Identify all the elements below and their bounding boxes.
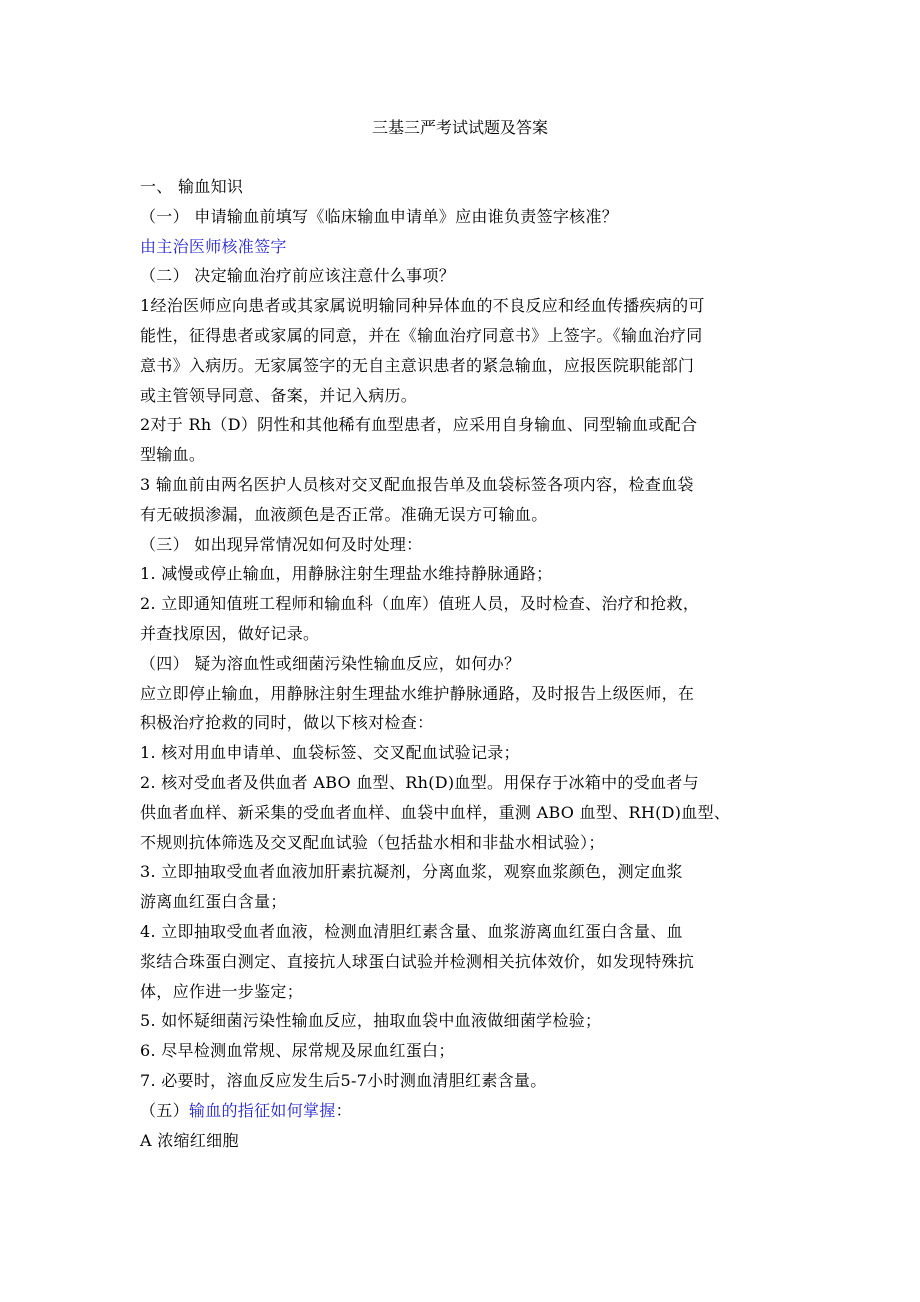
- list-item: 6. 尽早检测血常规、尿常规及尿血红蛋白；: [140, 1041, 455, 1061]
- document-body: [140, 172, 790, 1155]
- list-item: 5. 如怀疑细菌污染性输血反应，抽取血袋中血液做细菌学检验；: [140, 1011, 602, 1031]
- question-1: （一） 申请输血前填写《临床输血申请单》应由谁负责签字核准？: [140, 206, 619, 226]
- paragraph-line: 意书》入病历。无家属签字的无自主意识患者的紧急输血，应报医院职能部门: [140, 355, 695, 375]
- paragraph-line: 并查找原因，做好记录。: [140, 623, 320, 643]
- question-5-highlight: 输血的指征如何掌握: [188, 1100, 336, 1120]
- list-item: 1. 减慢或停止输血，用静脉注射生理盐水维持静脉通路；: [140, 564, 553, 584]
- list-item: 3. 立即抽取受血者血液加肝素抗凝剂，分离血浆，观察血浆颜色，测定血浆: [140, 862, 683, 882]
- document-title: 三基三严考试试题及答案: [371, 118, 548, 137]
- question-5-prefix: （五）: [140, 1100, 189, 1120]
- question-5-suffix: ：: [335, 1100, 352, 1120]
- paragraph-line: 不规则抗体筛选及交叉配血试验（包括盐水相和非盐水相试验）；: [140, 832, 605, 852]
- subheading: A 浓缩红细胞: [140, 1130, 239, 1150]
- question-2: （二） 决定输血治疗前应该注意什么事项？: [140, 266, 456, 286]
- paragraph-line: 1经治医师应向患者或其家属说明输同种异体血的不良反应和经血传播疾病的可: [140, 296, 705, 316]
- answer-1-highlight: 由主治医师核准签字: [140, 236, 287, 256]
- paragraph-line: 有无破损渗漏，血液颜色是否正常。准确无误方可输血。: [140, 504, 548, 524]
- question-5: [140, 1096, 790, 1126]
- list-item: 7. 必要时，溶血反应发生后5-7小时测血清胆红素含量。: [140, 1070, 547, 1090]
- paragraph-line: 体，应作进一步鉴定；: [140, 981, 304, 1001]
- paragraph-line: 供血者血样、新采集的受血者血样、血袋中血样，重测 ABO 血型、RH(D)血型、: [140, 802, 731, 822]
- list-item: 4. 立即抽取受血者血液，检测血清胆红素含量、血浆游离血红蛋白含量、血: [140, 921, 683, 941]
- question-4: （四） 疑为溶血性或细菌污染性输血反应，如何办？: [140, 653, 521, 673]
- list-item: 1. 核对用血申请单、血袋标签、交叉配血试验记录；: [140, 743, 520, 763]
- list-item: 2. 立即通知值班工程师和输血科（血库）值班人员，及时检查、治疗和抢救，: [140, 594, 700, 614]
- section-heading: 一、 输血知识: [140, 177, 244, 196]
- paragraph-line: 型输血。: [140, 445, 206, 465]
- paragraph-line: 浆结合珠蛋白测定、直接抗人球蛋白试验并检测相关抗体效价，如发现特殊抗: [140, 951, 695, 971]
- paragraph-line: 应立即停止输血，用静脉注射生理盐水维护静脉通路，及时报告上级医师，在: [140, 683, 695, 703]
- question-3: （三） 如出现异常情况如何及时处理：: [140, 534, 423, 554]
- list-item: 2. 核对受血者及供血者 ABO 血型、Rh(D)血型。用保存于冰箱中的受血者与: [140, 772, 699, 792]
- paragraph-line: 游离血红蛋白含量；: [140, 892, 287, 912]
- paragraph-line: 2对于 Rh（D）阴性和其他稀有血型患者，应采用自身输血、同型输血或配合: [140, 415, 698, 435]
- paragraph-line: 3 输血前由两名医护人员核对交叉配血报告单及血袋标签各项内容，检查血袋: [140, 474, 694, 494]
- paragraph-line: 能性，征得患者或家属的同意，并在《输血治疗同意书》上签字。《输血治疗同: [140, 325, 703, 345]
- paragraph-line: 或主管领导同意、备案，并记入病历。: [140, 385, 418, 405]
- paragraph-line: 积极治疗抢救的同时，做以下核对检查：: [140, 713, 434, 733]
